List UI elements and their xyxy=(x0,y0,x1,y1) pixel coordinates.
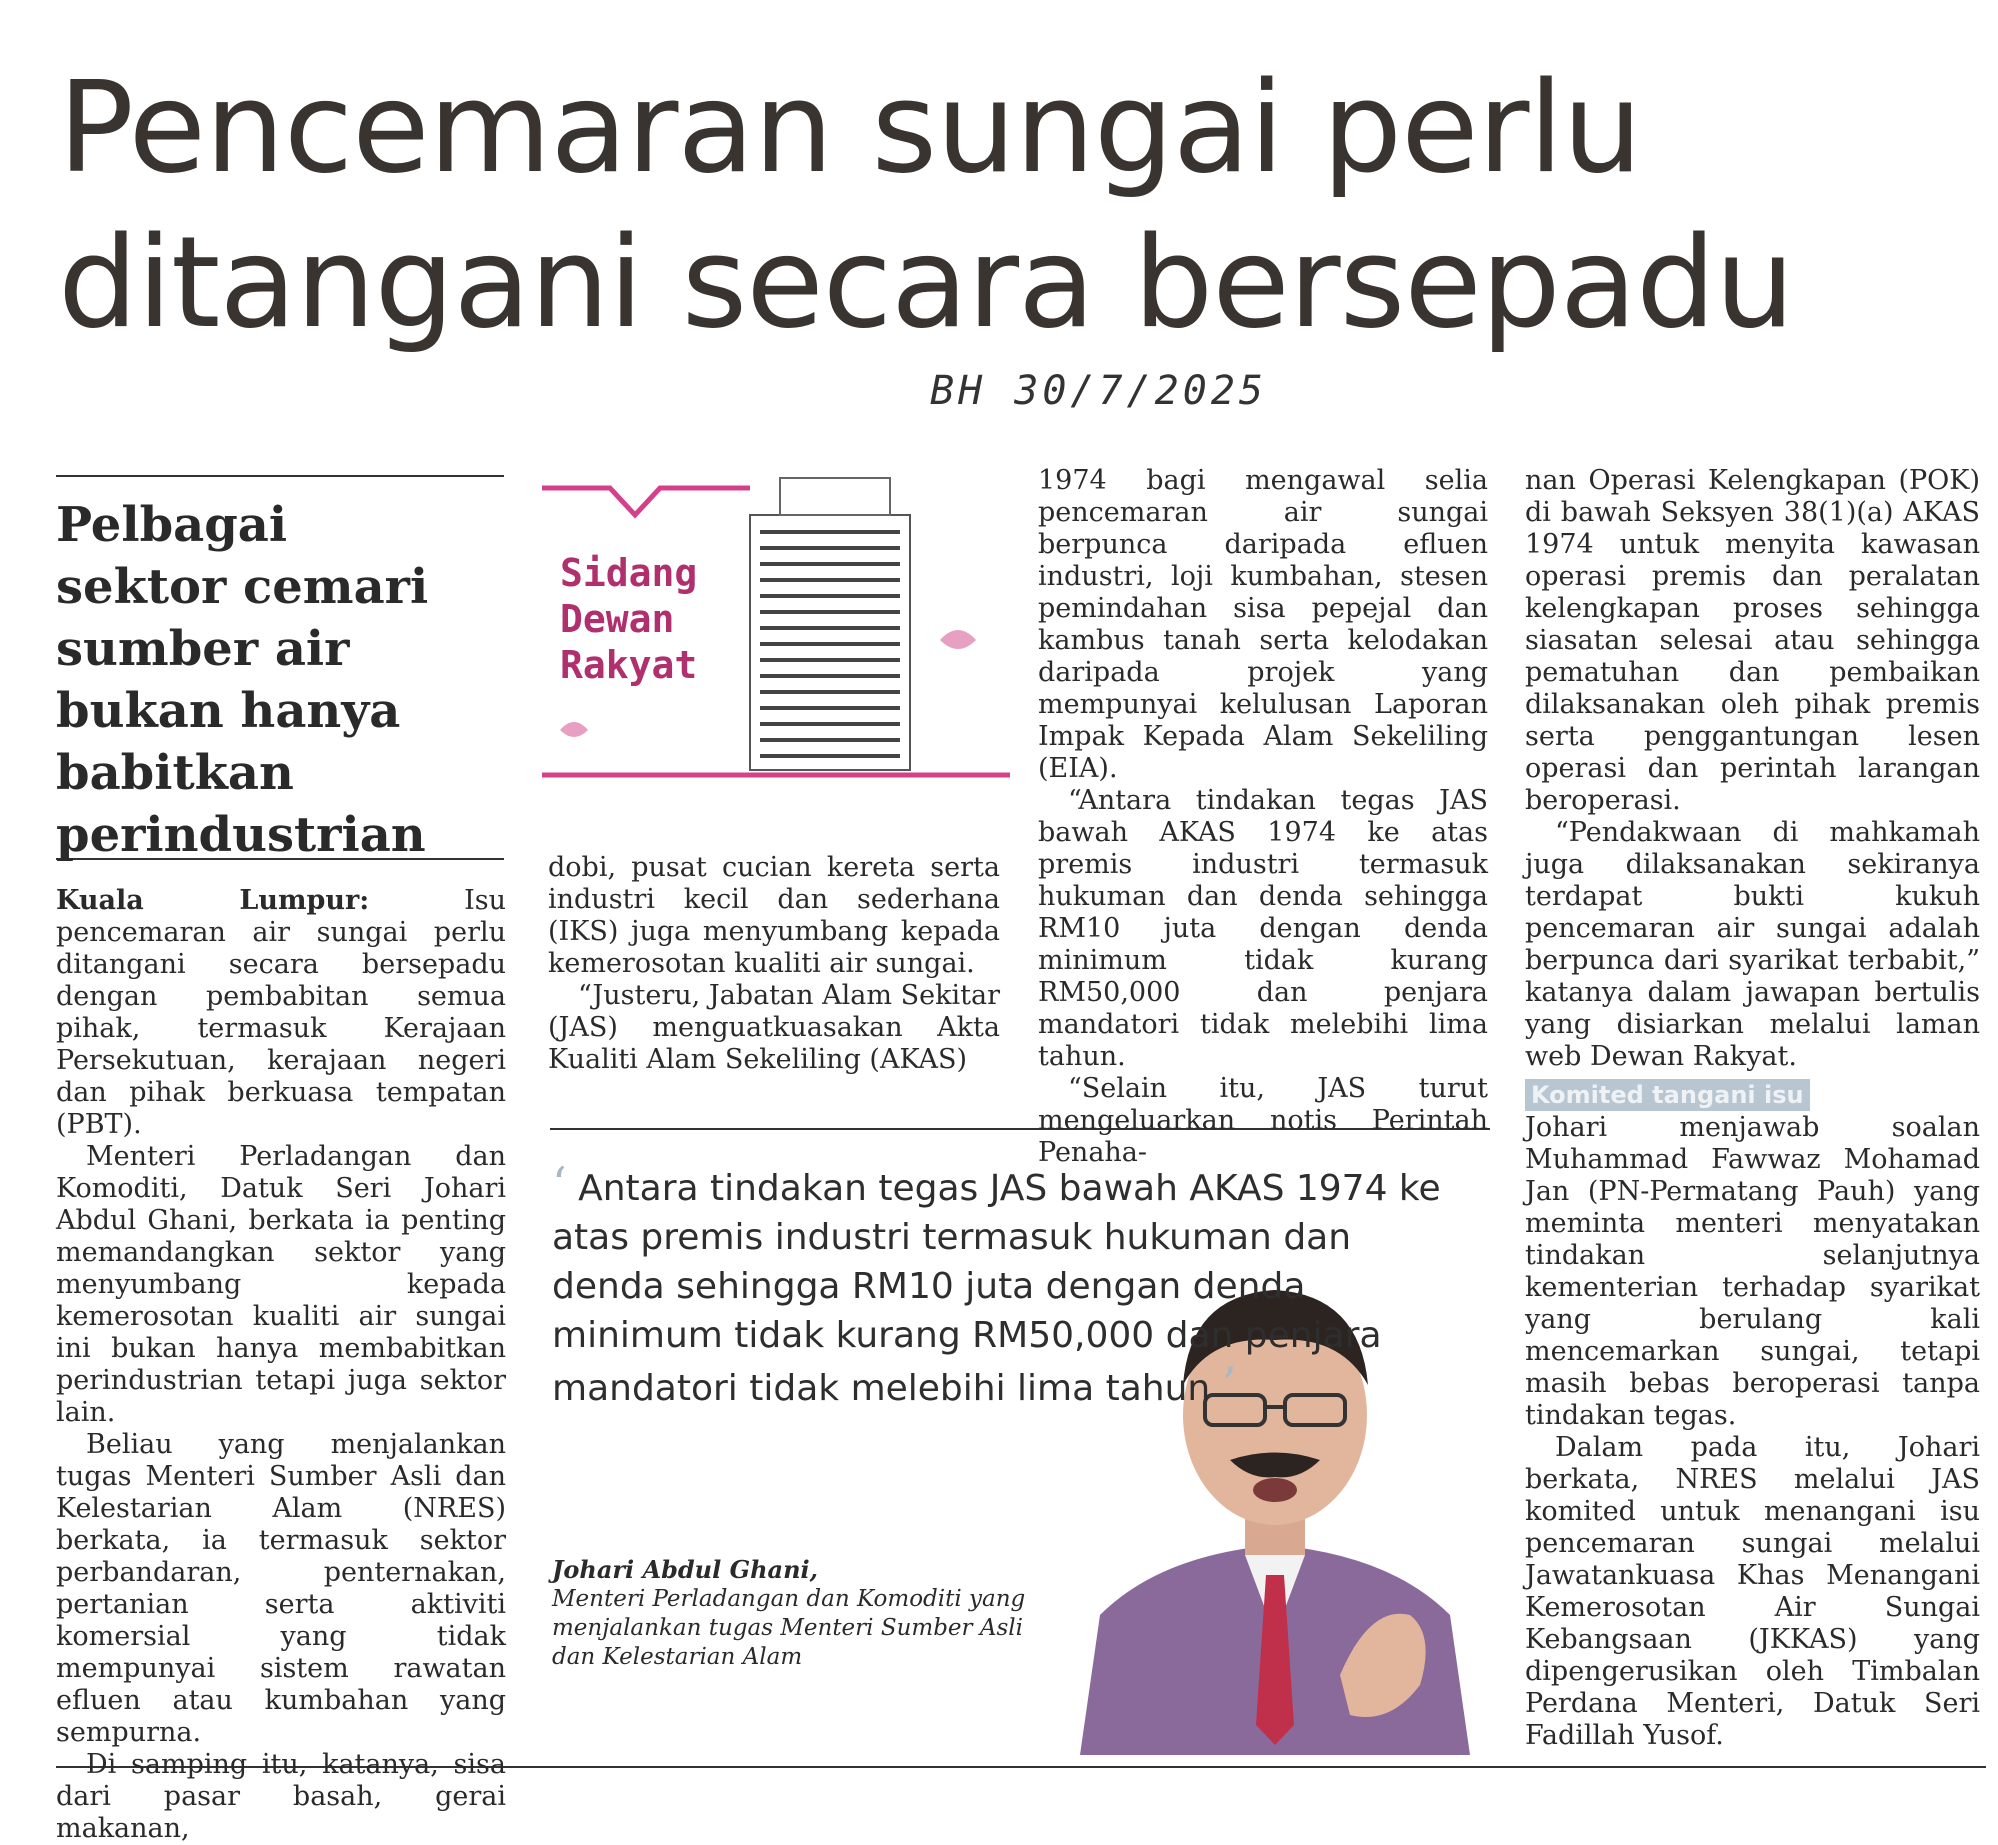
rubric-label-line-3: Rakyat xyxy=(560,643,698,687)
pull-quote xyxy=(552,1157,1472,1413)
article-column-1 xyxy=(56,885,506,1845)
handwritten-date: BH 30/7/2025 xyxy=(930,368,1267,414)
col2-paragraph-1: dobi, pusat cucian kereta serta industri kecil dan sederhana (IKS) juga menyumbang kepada kemerosotan kualiti air sungai. xyxy=(548,852,1000,979)
sidang-dewan-rakyat-rubric xyxy=(540,470,1015,785)
col1-paragraph-1 xyxy=(56,885,506,1141)
col4-paragraph-1: nan Operasi Kelengkapan (POK) di bawah Seksyen 38(1)(a) AKAS 1974 untuk menyita kawasan operasi premis dan peralatan kelengkapan proses sehingga siasatan selesai atau sehingga pematuhan dan pembaikan dilaksanakan oleh pihak premis serta penggantungan lesen operasi dan perintah larangan beroperasi. xyxy=(1525,465,1980,816)
col1-paragraph-4: Di samping itu, katanya, sisa dari pasar basah, gerai makanan, xyxy=(56,1749,506,1844)
article-column-3 xyxy=(1038,465,1488,1169)
article-column-4 xyxy=(1525,465,1980,1073)
rubric-label-line-1: Sidang xyxy=(560,551,698,595)
rubric-label xyxy=(560,550,730,688)
subhead-top-rule xyxy=(56,475,504,477)
col1-paragraph-2: Menteri Perladangan dan Komoditi, Datuk Seri Johari Abdul Ghani, berkata ia penting memandangkan sektor yang menyumbang kepada kemerosotan kualiti air sungai ini bukan hanya membabitkan perindustrian tetapi juga sektor lain. xyxy=(56,1141,506,1428)
col2-paragraph-2: “Justeru, Jabatan Alam Sekitar (JAS) menguatkuasakan Akta Kualiti Alam Sekeliling (AKAS) xyxy=(548,980,1000,1075)
col3-paragraph-1: 1974 bagi mengawal selia pencemaran air sungai berpunca daripada efluen industri, loji kumbahan, stesen pemindahan sisa pepejal dan kambus tanah serta kelodakan daripada projek yang mempunyai kelulusan Laporan Impak Kepada Alam Sekeliling (EIA). xyxy=(1038,465,1488,784)
col4-paragraph-4: Dalam pada itu, Johari berkata, NRES melalui JAS komited untuk menangani isu pencemaran sungai melalui Jawatankuasa Khas Menangani Kemerosotan Air Sungai Kebangsaan (JKKAS) yang dipengerusikan oleh Timbalan Perdana Menteri, Datuk Seri Fadillah Yusof. xyxy=(1525,1432,1980,1751)
headline-line-1: Pencemaran sungai perlu xyxy=(58,54,1642,201)
col3-paragraph-3: “Selain itu, JAS turut mengeluarkan notis Perintah Penaha- xyxy=(1038,1073,1488,1168)
col1-paragraph-1-text: Isu pencemaran air sungai perlu ditangani secara bersepadu dengan pembabitan semua pihak, termasuk Kerajaan Persekutuan, kerajaan negeri dan pihak berkuasa tempatan (PBT). xyxy=(56,885,506,1140)
headline xyxy=(58,50,1958,360)
close-quote-icon: ’ xyxy=(1221,1357,1237,1411)
col3-paragraph-2: “Antara tindakan tegas JAS bawah AKAS 1974 ke atas premis industri termasuk hukuman dan denda sehingga RM10 juta dengan denda minimum tidak kurang RM50,000 dan penjara mandatori tidak melebihi lima tahun. xyxy=(1038,785,1488,1072)
article-column-2 xyxy=(548,852,1000,1076)
rubric-label-line-2: Dewan xyxy=(560,597,675,641)
article-column-4-lower xyxy=(1525,1112,1980,1752)
subhead: Pelbagai sektor cemari sumber air bukan hanya babitkan perindustrian xyxy=(56,497,429,863)
col4-paragraph-3: Johari menjawab soalan Muhammad Fawwaz Mohamad Jan (PN-Permatang Pauh) yang meminta menteri menyatakan tindakan selanjutnya kementerian terhadap syarikat yang berulang kali mencemarkan sungai, tetapi masih bebas beroperasi tanpa tindakan tegas. xyxy=(1525,1112,1980,1431)
caption-role: Menteri Perladangan dan Komoditi yang menjalankan tugas Menteri Sumber Asli dan Kelestarian Alam xyxy=(552,1586,1026,1670)
open-quote-icon: ‘ xyxy=(552,1157,567,1211)
col1-paragraph-3: Beliau yang menjalankan tugas Menteri Sumber Asli dan Kelestarian Alam (NRES) berkata, ia termasuk sektor perbandaran, penternakan, pertanian serta aktiviti komersial yang tidak mempunyai sistem rawatan efluen atau kumbahan yang sempurna. xyxy=(56,1429,506,1748)
caption-name: Johari Abdul Ghani, xyxy=(552,1555,819,1584)
col4-paragraph-2: “Pendakwaan di mahkamah juga dilaksanakan sekiranya terdapat bukti kukuh pencemaran air sungai adalah berpunca dari syarikat terbabit,” katanya dalam jawapan bertulis yang disiarkan melalui laman web Dewan Rakyat. xyxy=(1525,817,1980,1072)
section-tag: Komited tangani isu xyxy=(1525,1079,1810,1111)
pull-quote-text: Antara tindakan tegas JAS bawah AKAS 1974 ke atas premis industri termasuk hukuman dan denda sehingga RM10 juta dengan denda minimum tidak kurang RM50,000 dan penjara mandatori tidak melebihi lima tahun xyxy=(552,1168,1441,1409)
dateline: Kuala Lumpur: xyxy=(56,885,370,916)
headline-line-2: ditangani secara bersepadu xyxy=(58,209,1794,356)
